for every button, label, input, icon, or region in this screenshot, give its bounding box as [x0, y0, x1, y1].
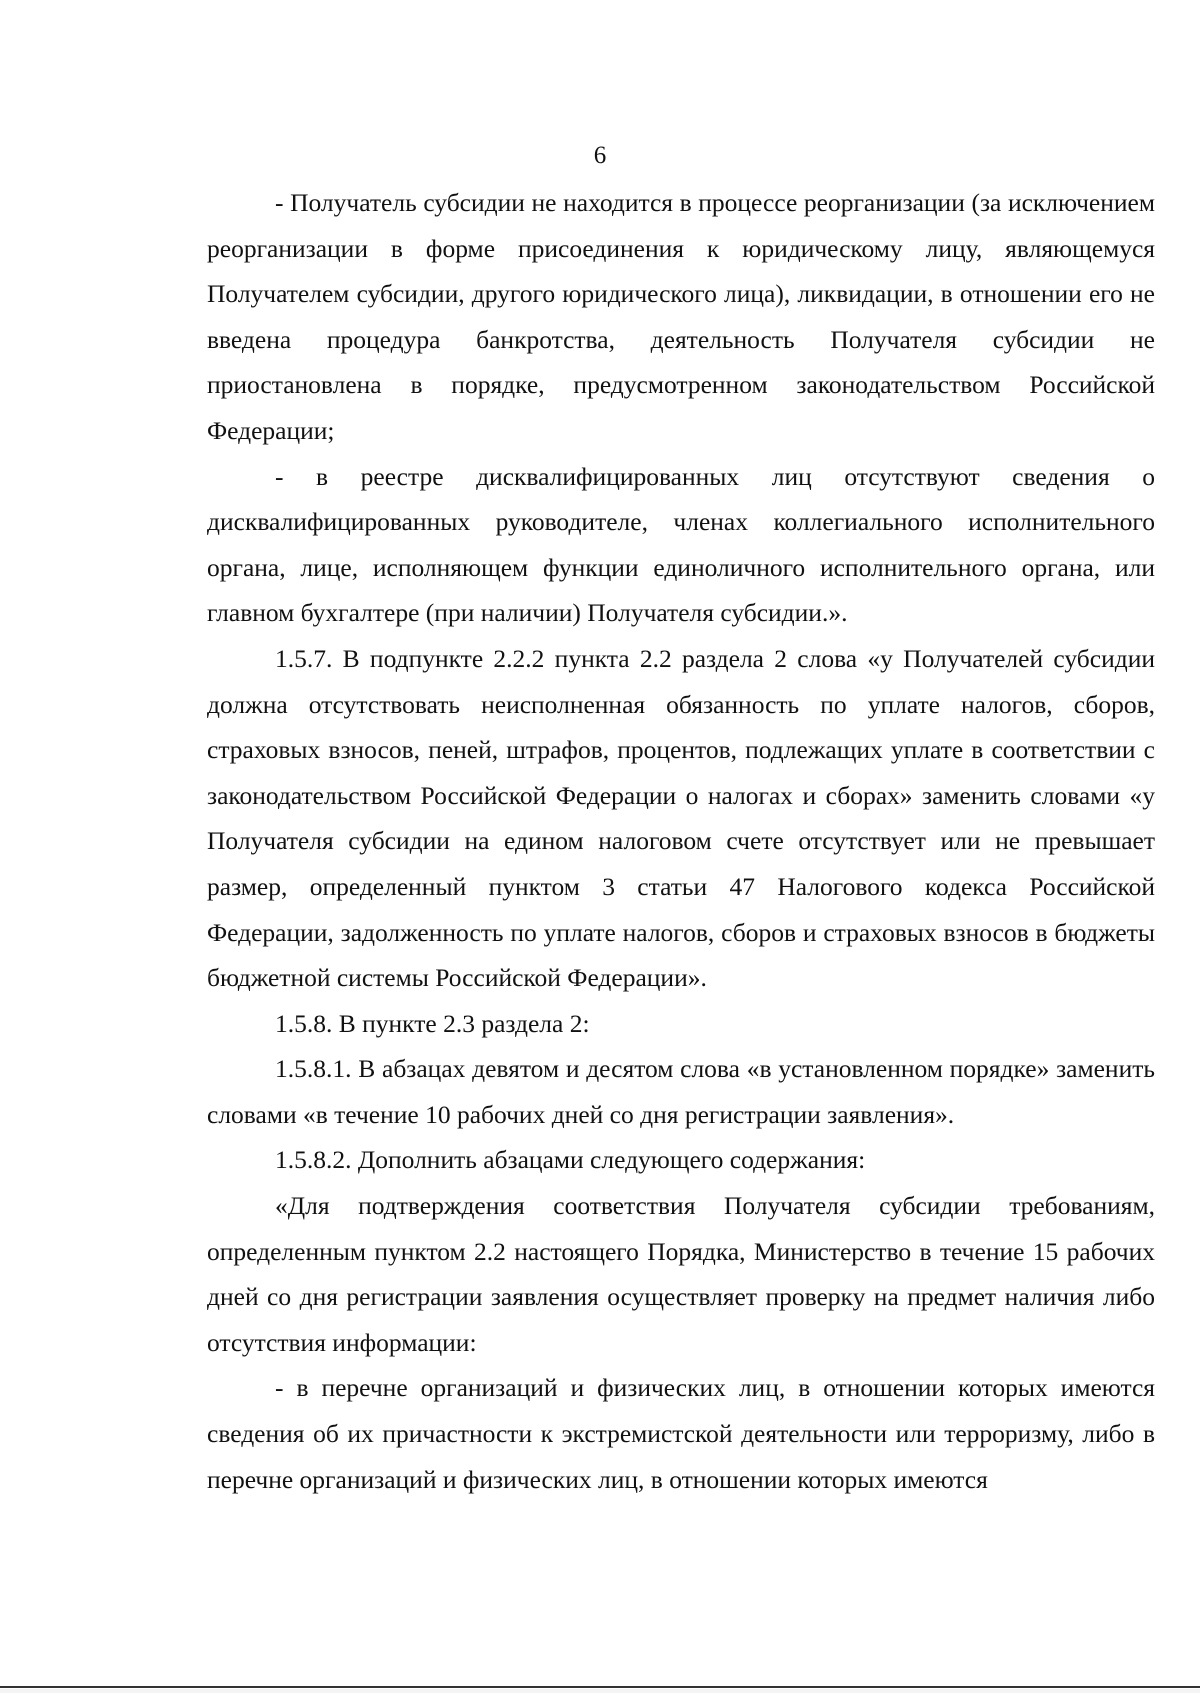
- paragraph-extremism-list: - в перечне организаций и физических лиц, в отношении которых имеются сведения об их причастности к экстремистской деятельности или терроризму, либо в перечне организаций и физических лиц, в отношении которых имеются: [207, 1373, 1155, 1494]
- document-body: [207, 180, 1155, 1502]
- paragraph-disqualified-registry: - в реестре дисквалифицированных лиц отсутствуют сведения о дисквалифицированных руководителе, членах коллегиального исполнительного органа, лице, исполняющем функции единоличного исполнительного органа, или главном бухгалтере (при наличии) Получателя субсидии.».: [207, 461, 1155, 628]
- paragraph-1-5-8-1: 1.5.8.1. В абзацах девятом и десятом слова «в установленном порядке» заменить словами «в течение 10 рабочих дней со дня регистрации заявления».: [207, 1054, 1155, 1129]
- paragraph-verification: «Для подтверждения соответствия Получателя субсидии требованиям, определенным пунктом 2.2 настоящего Порядка, Министерство в течение 15 рабочих дней со дня регистрации заявления осуществляет проверку на предмет наличия либо отсутствия информации:: [207, 1191, 1155, 1357]
- paragraph-reorganization: - Получатель субсидии не находится в процессе реорганизации (за исключением реорганизации в форме присоединения к юридическому лицу, являющемуся Получателем субсидии, другого юридического лица), ликвидации, в отношении его не введена процедура банкротства, деятельность Получателя субсидии не приостановлена в порядке, предусмотренном законодательством Российской Федерации;: [207, 188, 1155, 445]
- paragraph-1-5-8: 1.5.8. В пункте 2.3 раздела 2:: [275, 1008, 590, 1038]
- paragraph-1-5-8-2: 1.5.8.2. Дополнить абзацами следующего содержания:: [275, 1145, 866, 1175]
- page-number: 6: [593, 142, 607, 169]
- scan-bottom-edge: [0, 1689, 1200, 1693]
- paragraph-1-5-7: 1.5.7. В подпункте 2.2.2 пункта 2.2 раздела 2 слова «у Получателей субсидии должна отсутствовать неисполненная обязанность по уплате налогов, сборов, страховых взносов, пеней, штрафов, процентов, подлежащих уплате в соответствии с законодательством Российской Федерации о налогах и сборах» заменить словами «у Получателя субсидии на едином налоговом счете отсутствует или не превышает размер, определенный пунктом 3 статьи 47 Налогового кодекса Российской Федерации, задолженность по уплате налогов, сборов и страховых взносов в бюджеты бюджетной системы Российской Федерации».: [207, 643, 1155, 993]
- scan-bottom-line: [0, 1686, 1200, 1688]
